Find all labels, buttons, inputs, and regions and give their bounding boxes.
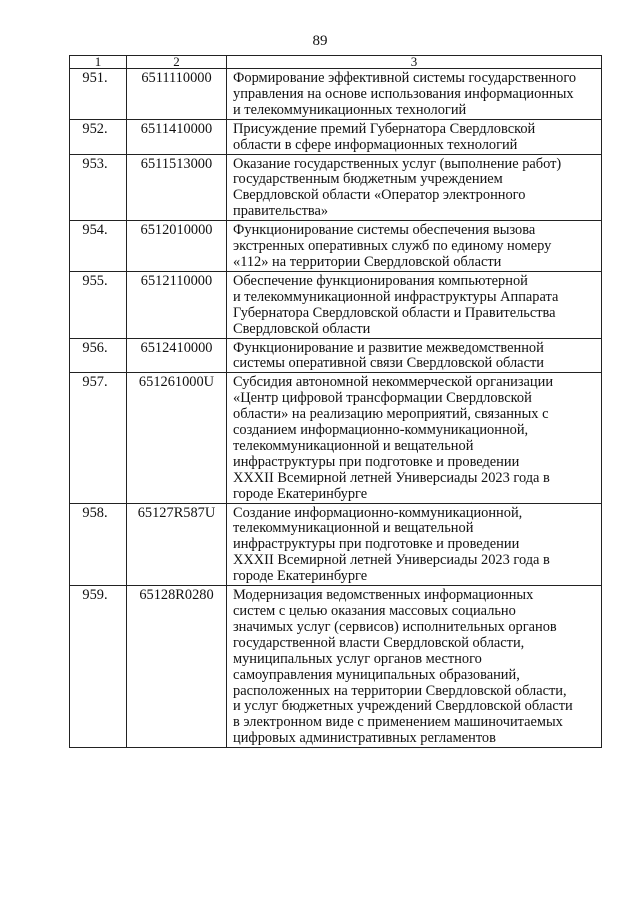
row-number: 954. xyxy=(70,221,127,272)
row-code: 6511513000 xyxy=(127,154,227,221)
table-row xyxy=(70,221,602,272)
row-number: 952. xyxy=(70,119,127,154)
table-header-row xyxy=(70,56,602,69)
description-line: в электронном виде с применением машиночитаемых xyxy=(233,714,563,731)
row-number: 959. xyxy=(70,586,127,748)
description-line: телекоммуникационной и вещательной xyxy=(233,520,474,537)
table-body xyxy=(70,69,602,748)
row-description xyxy=(227,271,602,338)
description-line: XXXII Всемирной летней Универсиады 2023 года в xyxy=(233,552,550,569)
description-line: систем с целью оказания массовых социально xyxy=(233,603,516,619)
row-number: 956. xyxy=(70,338,127,373)
table-row xyxy=(70,586,602,748)
description-line: и телекоммуникационной инфраструктуры Аппарата xyxy=(233,288,559,305)
description-line: Обеспечение функционирования компьютерной xyxy=(233,272,528,289)
description-line: Создание информационно-коммуникационной, xyxy=(233,504,523,521)
description-line: Свердловской области «Оператор электронного xyxy=(233,187,526,204)
table-row xyxy=(70,338,602,373)
table-row xyxy=(70,503,602,586)
row-code: 6512410000 xyxy=(127,338,227,373)
row-description xyxy=(227,119,602,154)
description-line: и телекоммуникационных технологий xyxy=(233,101,467,118)
description-line: инфраструктуры при подготовке и проведении xyxy=(233,453,520,470)
table-row xyxy=(70,373,602,503)
row-description xyxy=(227,586,602,748)
description-line: Присуждение премий Губернатора Свердловской xyxy=(233,120,536,137)
column-header-number: 1 xyxy=(70,56,127,69)
description-line: Субсидия автономной некоммерческой организации xyxy=(233,374,554,391)
description-line: расположенных на территории Свердловской области, xyxy=(233,682,567,699)
table-row xyxy=(70,271,602,338)
description-line: Свердловской области xyxy=(233,320,371,337)
description-line: значимых услуг (сервисов) исполнительных органов xyxy=(233,618,557,635)
row-code: 6511110000 xyxy=(127,69,227,120)
row-code: 65128R0280 xyxy=(127,586,227,748)
row-description xyxy=(227,503,602,586)
description-line: Оказание государственных услуг (выполнение работ) xyxy=(233,155,562,172)
description-line: «112» на территории Свердловской области xyxy=(233,253,502,270)
table-row xyxy=(70,154,602,221)
description-line: области» на реализацию мероприятий, связанных с xyxy=(233,406,549,423)
description-line: XXXII Всемирной летней Универсиады 2023 года в xyxy=(233,469,550,486)
description-line: Губернатора Свердловской области и Правительства xyxy=(233,304,556,321)
row-number: 951. xyxy=(70,69,127,120)
row-number: 955. xyxy=(70,271,127,338)
row-number: 958. xyxy=(70,503,127,586)
description-line: муниципальных услуг органов местного xyxy=(233,650,482,667)
description-line: созданием информационно-коммуникационной, xyxy=(233,422,529,439)
description-line: «Центр цифровой трансформации Свердловской xyxy=(233,390,532,407)
row-description xyxy=(227,69,602,120)
description-line: самоуправления муниципальных образований, xyxy=(233,666,520,683)
description-line: правительства» xyxy=(233,203,329,220)
description-line: инфраструктуры при подготовке и проведении xyxy=(233,536,520,553)
row-description xyxy=(227,154,602,221)
description-line: управления на основе использования информационных xyxy=(233,85,574,102)
description-line: и услуг бюджетных учреждений Свердловской области xyxy=(233,698,573,715)
budget-classification-table xyxy=(69,55,602,748)
row-description xyxy=(227,221,602,272)
description-line: государственным бюджетным учреждением xyxy=(233,171,503,188)
row-code: 6511410000 xyxy=(127,119,227,154)
description-line: области в сфере информационных технологий xyxy=(233,136,518,153)
row-code: 651261000U xyxy=(127,373,227,503)
row-code: 65127R587U xyxy=(127,503,227,586)
table-row xyxy=(70,69,602,120)
description-line: Модернизация ведомственных информационных xyxy=(233,587,534,604)
row-number: 957. xyxy=(70,373,127,503)
row-code: 6512110000 xyxy=(127,271,227,338)
description-line: экстренных оперативных служб по единому номеру xyxy=(233,238,552,255)
description-line: цифровых административных регламентов xyxy=(233,730,496,747)
row-code: 6512010000 xyxy=(127,221,227,272)
description-line: Формирование эффективной системы государственного xyxy=(233,70,577,86)
page-number: 89 xyxy=(312,33,328,49)
description-line: государственной власти Свердловской области, xyxy=(233,634,525,651)
row-number: 953. xyxy=(70,154,127,221)
description-line: городе Екатеринбурге xyxy=(233,485,368,502)
column-header-code: 2 xyxy=(127,56,227,69)
row-description xyxy=(227,373,602,503)
description-line: телекоммуникационной и вещательной xyxy=(233,437,474,454)
description-line: Функционирование системы обеспечения вызова xyxy=(233,222,536,239)
table-row xyxy=(70,119,602,154)
column-header-name: 3 xyxy=(227,56,602,69)
description-line: системы оперативной связи Свердловской области xyxy=(233,355,544,372)
description-line: Функционирование и развитие межведомственной xyxy=(233,339,544,356)
row-description xyxy=(227,338,602,373)
description-line: городе Екатеринбурге xyxy=(233,568,368,585)
